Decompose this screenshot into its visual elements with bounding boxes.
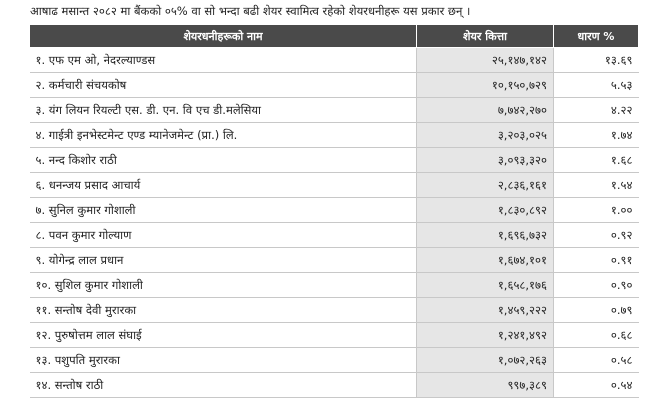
cell-name: ११. सन्तोष देवी मुरारका (30, 298, 417, 323)
table-row (30, 173, 639, 198)
header-name: शेयरधनीहरूको नाम (30, 25, 417, 48)
cell-shares: १,४५९,२२२ (417, 298, 554, 323)
shareholders-table (29, 24, 639, 398)
cell-percent: १.५४ (554, 173, 639, 198)
header-percent: धारण % (554, 25, 639, 48)
cell-percent: ०.९२ (554, 223, 639, 248)
cell-name: १४. सन्तोष राठी (30, 373, 417, 398)
cell-percent: १.६८ (554, 148, 639, 173)
table-row (30, 323, 639, 348)
cell-name: २. कर्मचारी संचयकोष (30, 73, 417, 98)
cell-shares: ३,२०३,०२५ (417, 123, 554, 148)
cell-shares: २,८३६,१६१ (417, 173, 554, 198)
table-header-row (30, 25, 639, 48)
cell-name: ९. योगेन्द्र लाल प्रधान (30, 248, 417, 273)
cell-shares: ३,०९३,३२० (417, 148, 554, 173)
table-row (30, 48, 639, 73)
cell-percent: ०.७९ (554, 298, 639, 323)
cell-shares: १,६९६,७३२ (417, 223, 554, 248)
cell-percent: १.०० (554, 198, 639, 223)
cell-name: ८. पवन कुमार गोल्याण (30, 223, 417, 248)
cell-percent: १३.६९ (554, 48, 639, 73)
cell-name: ७. सुनिल कुमार गोशाली (30, 198, 417, 223)
table-row (30, 198, 639, 223)
table-row (30, 98, 639, 123)
cell-name: १०. सुशिल कुमार गोशाली (30, 273, 417, 298)
table-row (30, 373, 639, 398)
table-row (30, 148, 639, 173)
cell-percent: ०.९१ (554, 248, 639, 273)
table-row (30, 123, 639, 148)
cell-shares: १,६५८,१७६ (417, 273, 554, 298)
table-row (30, 248, 639, 273)
cell-shares: १,०७२,२६३ (417, 348, 554, 373)
cell-shares: ९९७,३८९ (417, 373, 554, 398)
cell-percent: ०.५८ (554, 348, 639, 373)
cell-percent: ५.५३ (554, 73, 639, 98)
cell-percent: ०.९० (554, 273, 639, 298)
cell-name: ३. यंग लियन रियल्टी एस. डी. एन. वि एच डी.मलेसिया (30, 98, 417, 123)
table-row (30, 223, 639, 248)
table-row (30, 298, 639, 323)
cell-shares: १०,१५०,७२९ (417, 73, 554, 98)
cell-shares: २५,१४७,१४२ (417, 48, 554, 73)
cell-percent: १.७४ (554, 123, 639, 148)
cell-name: ६. धनन्जय प्रसाद आचार्य (30, 173, 417, 198)
table-row (30, 73, 639, 98)
cell-percent: ४.२२ (554, 98, 639, 123)
intro-text: आषाढ मसान्त २०८२ मा बैंकको ०५% वा सो भन्दा बढी शेयर स्वामित्व रहेको शेयरधनीहरू यस प्रकार छन् । (30, 4, 471, 18)
header-shares: शेयर कित्ता (417, 25, 554, 48)
cell-name: ४. गाईत्री इनभेस्टमेन्ट एण्ड म्यानेजमेन्ट (प्रा.) लि. (30, 123, 417, 148)
table-row (30, 348, 639, 373)
cell-shares: १,८३०,८९२ (417, 198, 554, 223)
cell-shares: १,२४१,४९२ (417, 323, 554, 348)
cell-name: १२. पुरुषोत्तम लाल संघाई (30, 323, 417, 348)
cell-percent: ०.६८ (554, 323, 639, 348)
cell-name: १३. पशुपति मुरारका (30, 348, 417, 373)
cell-name: ५. नन्द किशोर राठी (30, 148, 417, 173)
cell-percent: ०.५४ (554, 373, 639, 398)
table-row (30, 273, 639, 298)
cell-shares: १,६७४,१०१ (417, 248, 554, 273)
cell-shares: ७,७४२,२७० (417, 98, 554, 123)
cell-name: १. एफ एम ओ, नेदरल्याण्डस (30, 48, 417, 73)
